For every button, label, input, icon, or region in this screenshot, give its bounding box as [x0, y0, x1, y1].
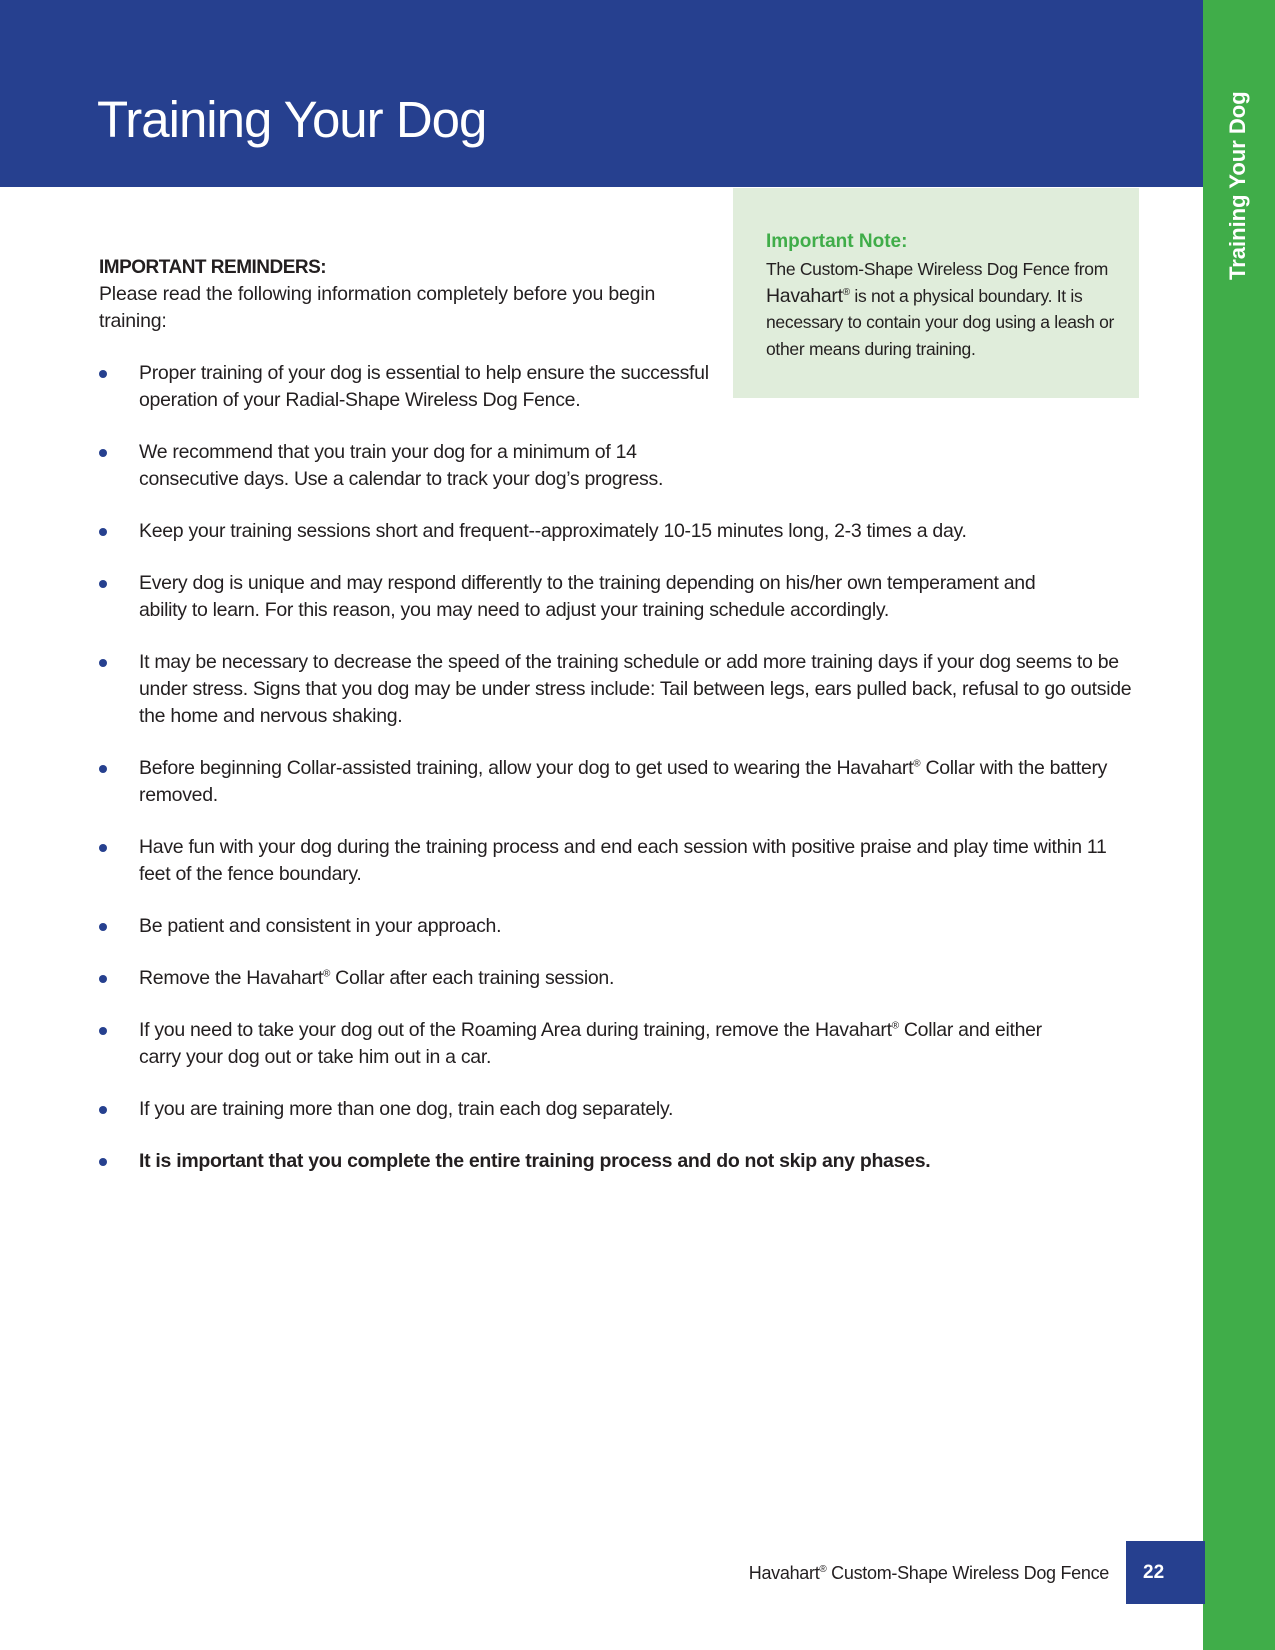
- bullet-icon: [99, 1158, 107, 1166]
- list-item-text-end: Collar after each training session.: [330, 967, 615, 989]
- list-item-text-start: Before beginning Collar-assisted training, allow your dog to get used to wearing the Havahart: [139, 757, 914, 779]
- note-title: Important Note:: [766, 231, 908, 252]
- list-item-text: It may be necessary to decrease the speed of the training schedule or add more training days if your dog seems to be under stress. Signs that you dog may be under stress include: Tail between legs, ears pulled back, refusal to go outside the home and nervous shaking.: [139, 651, 1132, 727]
- list-item-text: Be patient and consistent in your approach.: [139, 915, 502, 937]
- list-item: [99, 1148, 1144, 1175]
- reminders-intro: Please read the following information completely before you begin training:: [99, 283, 656, 332]
- list-item: [99, 518, 1144, 545]
- registered-mark: ®: [891, 1020, 899, 1032]
- side-tab-label: Training Your Dog: [1225, 91, 1250, 280]
- list-item-text-end: Collar and either carry your dog out or take him out in a car.: [139, 1019, 1042, 1068]
- bullet-icon: [99, 580, 107, 588]
- list-item: [99, 965, 1144, 992]
- bullet-icon: [99, 1027, 107, 1035]
- list-item-text: Keep your training sessions short and frequent--approximately 10-15 minutes long, 2-3 times a day.: [139, 520, 967, 542]
- list-item: [99, 360, 714, 414]
- list-item: [99, 1017, 1074, 1071]
- bullet-icon: [99, 449, 107, 457]
- bullet-icon: [99, 370, 107, 378]
- header-band: [0, 0, 1203, 187]
- list-item-text-start: Remove the Havahart: [139, 967, 323, 989]
- page-title: Training Your Dog: [97, 91, 487, 148]
- bullet-icon: [99, 528, 107, 536]
- registered-mark: ®: [842, 286, 850, 298]
- list-item-text: [139, 1019, 1042, 1068]
- list-item: [99, 649, 1144, 730]
- bullet-icon: [99, 975, 107, 983]
- list-item-text: Every dog is unique and may respond differently to the training depending on his/her own temperament and ability to learn. For this reason, you may need to adjust your training schedule accordingly.: [139, 572, 1036, 621]
- reminders-section: [99, 255, 1144, 1175]
- registered-mark: ®: [819, 1564, 827, 1575]
- note-text-start: The Custom-Shape Wireless Dog Fence from: [766, 259, 1109, 279]
- list-item-text: [139, 967, 614, 989]
- footer-product-name: [749, 1561, 1109, 1585]
- bullet-icon: [99, 765, 107, 773]
- list-item-text: Proper training of your dog is essential to help ensure the successful operation of your Radial-Shape Wireless Dog Fence.: [139, 362, 709, 411]
- footer-product: Custom-Shape Wireless Dog Fence: [826, 1563, 1109, 1583]
- list-item-text-start: If you need to take your dog out of the Roaming Area during training, remove the Havahart: [139, 1019, 892, 1041]
- note-text-end: is not a physical boundary. It is necessary to contain your dog using a leash or other means during training.: [766, 285, 1115, 359]
- reminders-list: [99, 360, 1144, 1175]
- bullet-icon: [99, 1106, 107, 1114]
- list-item: [99, 834, 1119, 888]
- list-item: [99, 913, 1144, 940]
- registered-mark: ®: [322, 968, 331, 980]
- list-item-text-end: Collar with the battery removed.: [139, 757, 1108, 806]
- note-brand: Havahart: [766, 284, 843, 307]
- reminders-heading: IMPORTANT REMINDERS:: [99, 257, 327, 278]
- list-item-text: We recommend that you train your dog for a minimum of 14 consecutive days. Use a calendar to track your dog’s progress.: [139, 441, 664, 490]
- bullet-icon: [99, 844, 107, 852]
- footer-brand: Havahart: [748, 1563, 820, 1583]
- list-item: [99, 570, 1074, 624]
- list-item-text: [139, 757, 1107, 806]
- registered-mark: ®: [913, 758, 921, 770]
- bullet-icon: [99, 659, 107, 667]
- page-number: 22: [1143, 1562, 1165, 1583]
- list-item-text: If you are training more than one dog, train each dog separately.: [139, 1098, 674, 1120]
- list-item-text: It is important that you complete the entire training process and do not skip any phases.: [139, 1150, 931, 1172]
- list-item: [99, 755, 1139, 809]
- list-item: [99, 1096, 1144, 1123]
- page-number-box: [1126, 1541, 1205, 1604]
- list-item-text: Have fun with your dog during the training process and end each session with positive praise and play time within 11 feet of the fence boundary.: [139, 836, 1107, 885]
- list-item: [99, 439, 714, 493]
- bullet-icon: [99, 923, 107, 931]
